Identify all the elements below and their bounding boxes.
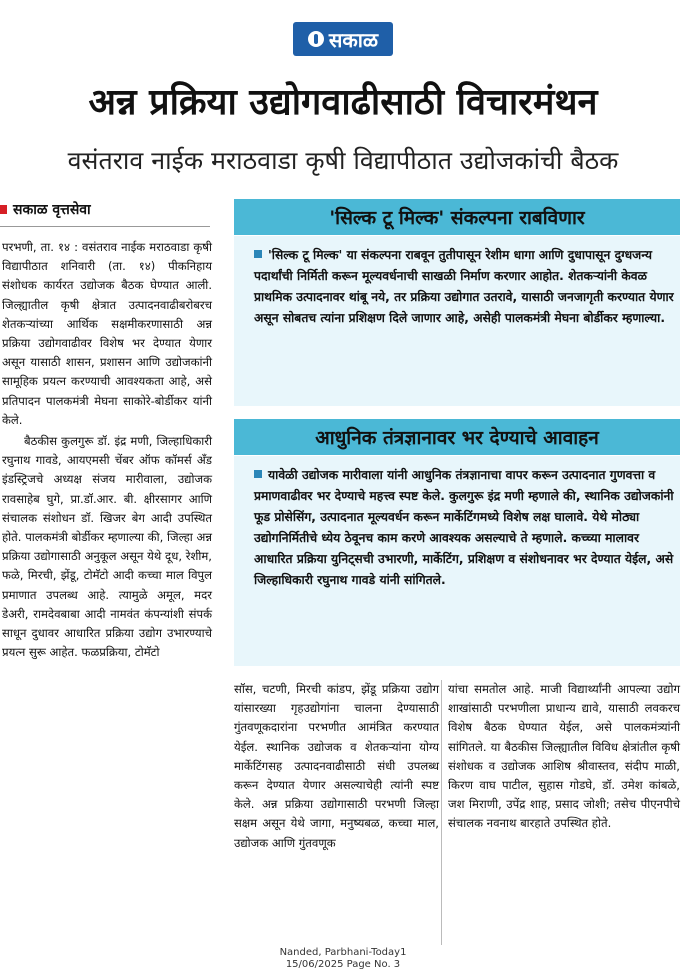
box2-text: यावेळी उद्योजक मारीवाला यांनी आधुनिक तंत्रज्ञानाचा वापर करून उत्पादनात गुणवत्ता व प्रमाणवाढीवर भर देण्याचे महत्त्व स्पष्ट केले. कुलगुरू इंद्र मणी म्हणाले की, स्थानिक उद्योजकांनी फूड प्रोसेसिंग, उत्पादनात मूल्यवर्धन करून मार्केटिंगमध्ये विशेष लक्ष घालावे. येथे मोठ्या उद्योगनिर्मितीचे ध्येय ठेवूनच काम करणे आवश्यक असल्याचे ते म्हणाले. कच्च्या मालावर आधारित प्रक्रिया युनिट्सची उभारणी, मार्केटिंग, प्रशिक्षण व संशोधनावर भर देण्यात येईल, असे जिल्हाधिकारी रघुनाथ गावडे यांनी सांगितले. (254, 468, 674, 587)
box1-title: 'सिल्क टू मिल्क' संकल्पना राबविणार (234, 199, 680, 235)
column-divider (441, 680, 442, 945)
byline-divider (0, 226, 210, 227)
byline-marker-icon (0, 205, 7, 214)
article-paragraph: परभणी, ता. १४ : वसंतराव नाईक मराठवाडा कृषी विद्यापीठात शनिवारी (ता. १४) पीकनिहाय संशोधक कार्यरत उद्योजक बैठक घेण्यात आली. जिल्ह्यातील कृषी क्षेत्रात उत्पादनवाढीबरोबरच शेतकऱ्यांच्या आर्थिक सक्षमीकरणासाठी अन्न प्रक्रिया उद्योगवाढीवर विशेष भर देण्यात येणार असून यासाठी शासन, प्रशासन आणि उद्योजकांनी सामूहिक प्रयत्न करण्याची आवश्यकता आहे, असे प्रतिपादन पालकमंत्री मेघना साकोरे-बोर्डीकर यांनी केले. (2, 240, 212, 427)
box1-text: 'सिल्क टू मिल्क' या संकल्पना राबवून तुतीपासून रेशीम धागा आणि दुधापासून दुग्धजन्य पदार्थांची निर्मिती करून मूल्यवर्धनाची साखळी निर्माण करणार आहोत. शेतकऱ्यांनी केवळ प्राथमिक उत्पादनावर थांबू नये, तर प्रक्रिया उद्योगात उतरावे, यासाठी जनजागृती करण्यात येणार असून सोबतच त्यांना प्रशिक्षण दिले जाणार आहे, असेही पालकमंत्री मेघना बोर्डीकर म्हणाल्या. (254, 248, 674, 325)
box1-body (254, 245, 674, 329)
headline: अन्न प्रक्रिया उद्योगवाढीसाठी विचारमंथन (88, 82, 598, 123)
footer-edition: Nanded, Parbhani-Today1 (279, 947, 407, 958)
article-column-1 (2, 238, 212, 662)
box2-body (254, 465, 674, 591)
bullet-square-icon (254, 470, 262, 478)
footer-date-page: 15/06/2025 Page No. 3 (285, 959, 401, 970)
sakal-logo-icon (308, 31, 324, 47)
box2-title: आधुनिक तंत्रज्ञानावर भर देण्याचे आवाहन (234, 419, 680, 455)
article-column-2 (234, 680, 439, 853)
article-column-3 (448, 680, 680, 834)
article-paragraph: बैठकीस कुलगुरू डॉ. इंद्र मणी, जिल्हाधिकारी रघुनाथ गावडे, आयएमसी चेंबर ऑफ कॉमर्स अँड इंडस्ट्रिजचे अध्यक्ष संजय मारीवाला, उद्योजक रावसाहेब घुगे, प्रा.डॉ.आर. बी. क्षीरसागर आणि संचालक संशोधन डॉ. खिजर बेग आदी उपस्थित होते. पालकमंत्री बोर्डीकर म्हणाल्या की, जिल्हा अन्न प्रक्रिया उद्योगासाठी अनुकूल असून येथे दूध, रेशीम, फळे, मिरची, झेंडू, टोमॅटो आदी कच्चा माल विपुल प्रमाणात उपलब्ध आहे. त्यामुळे अमूल, मदर डेअरी, रामदेवबाबा आदी नामवंत कंपन्यांशी संपर्क साधून दुधावर आधारित प्रक्रिया उद्योग उभारण्याचे प्रयत्न सुरू आहेत. फळप्रक्रिया, टोमॅटो (2, 434, 212, 660)
article-paragraph: यांचा समतोल आहे. माजी विद्यार्थ्यांनी आपल्या उद्योग शाखांसाठी परभणीला प्राधान्य द्यावे, यासाठी लवकरच विशेष बैठक घेण्यात येईल, असे पालकमंत्र्यांनी सांगितले. या बैठकीस जिल्ह्यातील विविध क्षेत्रांतील कृषी संशोधक व उद्योजक आशिष श्रीवास्तव, संदीप माळी, किरण वाघ पाटील, सुहास गोडघे, डॉ. उमेश कांबळे, जश मिराणी, उपेंद्र शाह, प्रसाद जोशी; तसेच पीएनपीचे संचालक नवनाथ बारहाते उपस्थित होते. (448, 682, 680, 831)
newspaper-logo (293, 22, 393, 56)
article-paragraph: सॉस, चटणी, मिरची कांडप, झेंडू प्रक्रिया उद्योग यांसारख्या गृहउद्योगांना चालना देण्यासाठी गुंतवणूकदारांना परभणीत आमंत्रित करण्यात येईल. स्थानिक उद्योजक व शेतकऱ्यांना योग्य मार्केटिंगसह उत्पादनवाढीसाठी संधी उपलब्ध करून देण्यात येणार असल्याचेही त्यांनी स्पष्ट केले. अन्न प्रक्रिया उद्योगासाठी परभणी जिल्हा सक्षम असून येथे जागा, मनुष्यबळ, कच्चा माल, उद्योजक आणि गुंतवणूक (234, 682, 439, 850)
page-footer (230, 947, 456, 971)
byline (0, 200, 91, 219)
bullet-square-icon (254, 250, 262, 258)
logo-text: सकाळ (328, 27, 379, 52)
subheadline: वसंतराव नाईक मराठवाडा कृषी विद्यापीठात उद्योजकांची बैठक (67, 146, 619, 175)
byline-text: सकाळ वृत्तसेवा (13, 202, 91, 218)
